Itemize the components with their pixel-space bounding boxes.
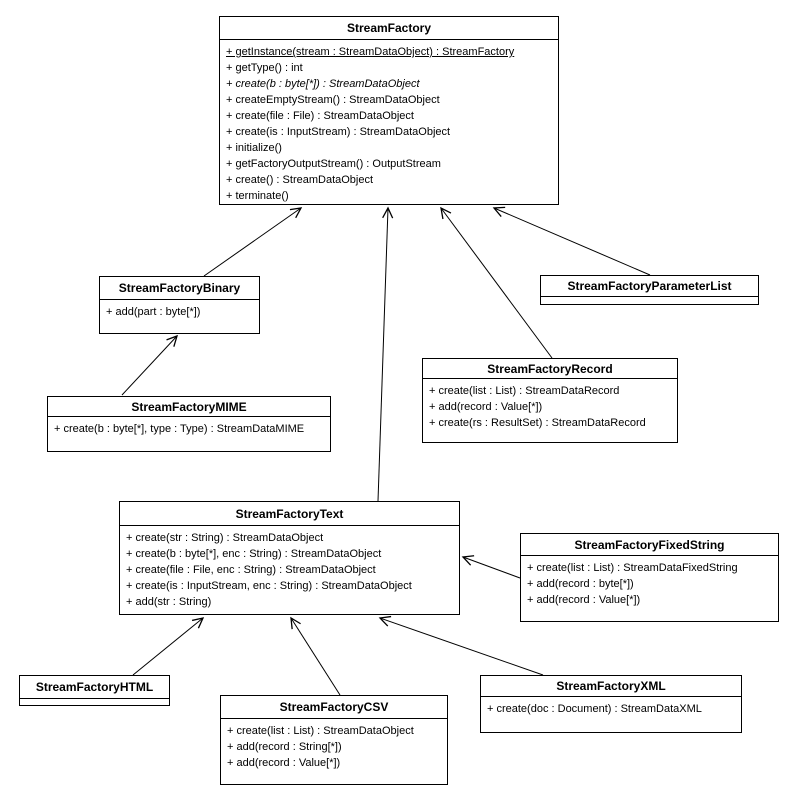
method-label: + add(part : byte[*]) — [106, 306, 201, 318]
method-label: + add(record : Value[*]) — [429, 401, 543, 413]
class-box-StreamFactoryHTML[interactable] — [19, 675, 170, 706]
class-name-label: StreamFactoryFixedString — [521, 534, 778, 556]
class-box-StreamFactory[interactable] — [219, 16, 559, 205]
class-name-label: StreamFactoryText — [120, 502, 459, 526]
method-label: + getType() : int — [226, 62, 303, 74]
method-label: + create(list : List) : StreamDataRecord — [429, 385, 620, 397]
method-label: + create(b : byte[*], enc : String) : StreamDataObject — [126, 548, 382, 560]
method-label: + getInstance(stream : StreamDataObject) : StreamFactory — [226, 46, 515, 58]
inheritance-arrow-StreamFactoryMIME-to-StreamFactoryBinary[interactable] — [122, 336, 177, 395]
method-label: + create(str : String) : StreamDataObject — [126, 532, 324, 544]
method-label: + create() : StreamDataObject — [226, 174, 374, 186]
class-name-label: StreamFactoryCSV — [221, 696, 447, 719]
method-label: + create(b : byte[*], type : Type) : StreamDataMIME — [54, 423, 305, 435]
inheritance-arrow-StreamFactoryRecord-to-StreamFactory[interactable] — [441, 208, 552, 358]
class-box-StreamFactoryMIME[interactable] — [47, 396, 331, 452]
method-label: + add(str : String) — [126, 596, 212, 608]
inheritance-arrow-StreamFactoryFixedString-to-StreamFactoryText[interactable] — [463, 557, 520, 578]
methods-compartment — [20, 699, 169, 707]
class-box-StreamFactoryBinary[interactable] — [99, 276, 260, 334]
method-label: + create(b : byte[*]) : StreamDataObject — [226, 78, 420, 90]
methods-compartment — [481, 697, 741, 732]
method-label: + add(record : Value[*]) — [227, 757, 341, 769]
inheritance-arrow-StreamFactoryText-to-StreamFactory[interactable] — [378, 208, 388, 501]
class-box-StreamFactoryText[interactable] — [119, 501, 460, 615]
class-box-StreamFactoryFixedString[interactable] — [520, 533, 779, 622]
method-label: + initialize() — [226, 142, 282, 154]
inheritance-arrow-StreamFactoryXML-to-StreamFactoryText[interactable] — [380, 618, 543, 675]
methods-compartment — [120, 526, 459, 614]
methods-compartment — [423, 379, 677, 442]
methods-compartment — [220, 40, 558, 204]
method-label: + create(is : InputStream) : StreamDataObject — [226, 126, 451, 138]
class-name-label: StreamFactory — [220, 17, 558, 40]
inheritance-arrow-StreamFactoryCSV-to-StreamFactoryText[interactable] — [291, 618, 340, 695]
method-label: + terminate() — [226, 190, 289, 202]
class-box-StreamFactoryRecord[interactable] — [422, 358, 678, 443]
class-name-label: StreamFactoryBinary — [100, 277, 259, 300]
inheritance-arrow-StreamFactoryBinary-to-StreamFactory[interactable] — [204, 208, 301, 276]
methods-compartment — [541, 297, 758, 305]
inheritance-arrow-StreamFactoryHTML-to-StreamFactoryText[interactable] — [133, 618, 203, 675]
methods-compartment — [48, 417, 330, 451]
method-label: + create(list : List) : StreamDataObject — [227, 725, 414, 737]
class-name-label: StreamFactoryParameterList — [541, 276, 758, 297]
method-label: + create(file : File) : StreamDataObject — [226, 110, 414, 122]
class-name-label: StreamFactoryXML — [481, 676, 741, 697]
class-box-StreamFactoryCSV[interactable] — [220, 695, 448, 785]
method-label: + create(file : File, enc : String) : StreamDataObject — [126, 564, 376, 576]
methods-compartment — [521, 556, 778, 621]
methods-compartment — [100, 300, 259, 333]
method-label: + create(list : List) : StreamDataFixedString — [527, 562, 738, 574]
class-box-StreamFactoryXML[interactable] — [480, 675, 742, 733]
method-label: + createEmptyStream() : StreamDataObject — [226, 94, 440, 106]
method-label: + create(doc : Document) : StreamDataXML — [487, 703, 702, 715]
class-name-label: StreamFactoryMIME — [48, 397, 330, 417]
method-label: + add(record : byte[*]) — [527, 578, 634, 590]
method-label: + getFactoryOutputStream() : OutputStream — [226, 158, 441, 170]
inheritance-arrow-StreamFactoryParameterList-to-StreamFactory[interactable] — [494, 208, 650, 275]
class-box-StreamFactoryParameterList[interactable] — [540, 275, 759, 305]
method-label: + add(record : String[*]) — [227, 741, 342, 753]
method-label: + add(record : Value[*]) — [527, 594, 641, 606]
class-name-label: StreamFactoryRecord — [423, 359, 677, 379]
method-label: + create(rs : ResultSet) : StreamDataRecord — [429, 417, 646, 429]
class-name-label: StreamFactoryHTML — [20, 676, 169, 699]
method-label: + create(is : InputStream, enc : String) : StreamDataObject — [126, 580, 412, 592]
methods-compartment — [221, 719, 447, 784]
